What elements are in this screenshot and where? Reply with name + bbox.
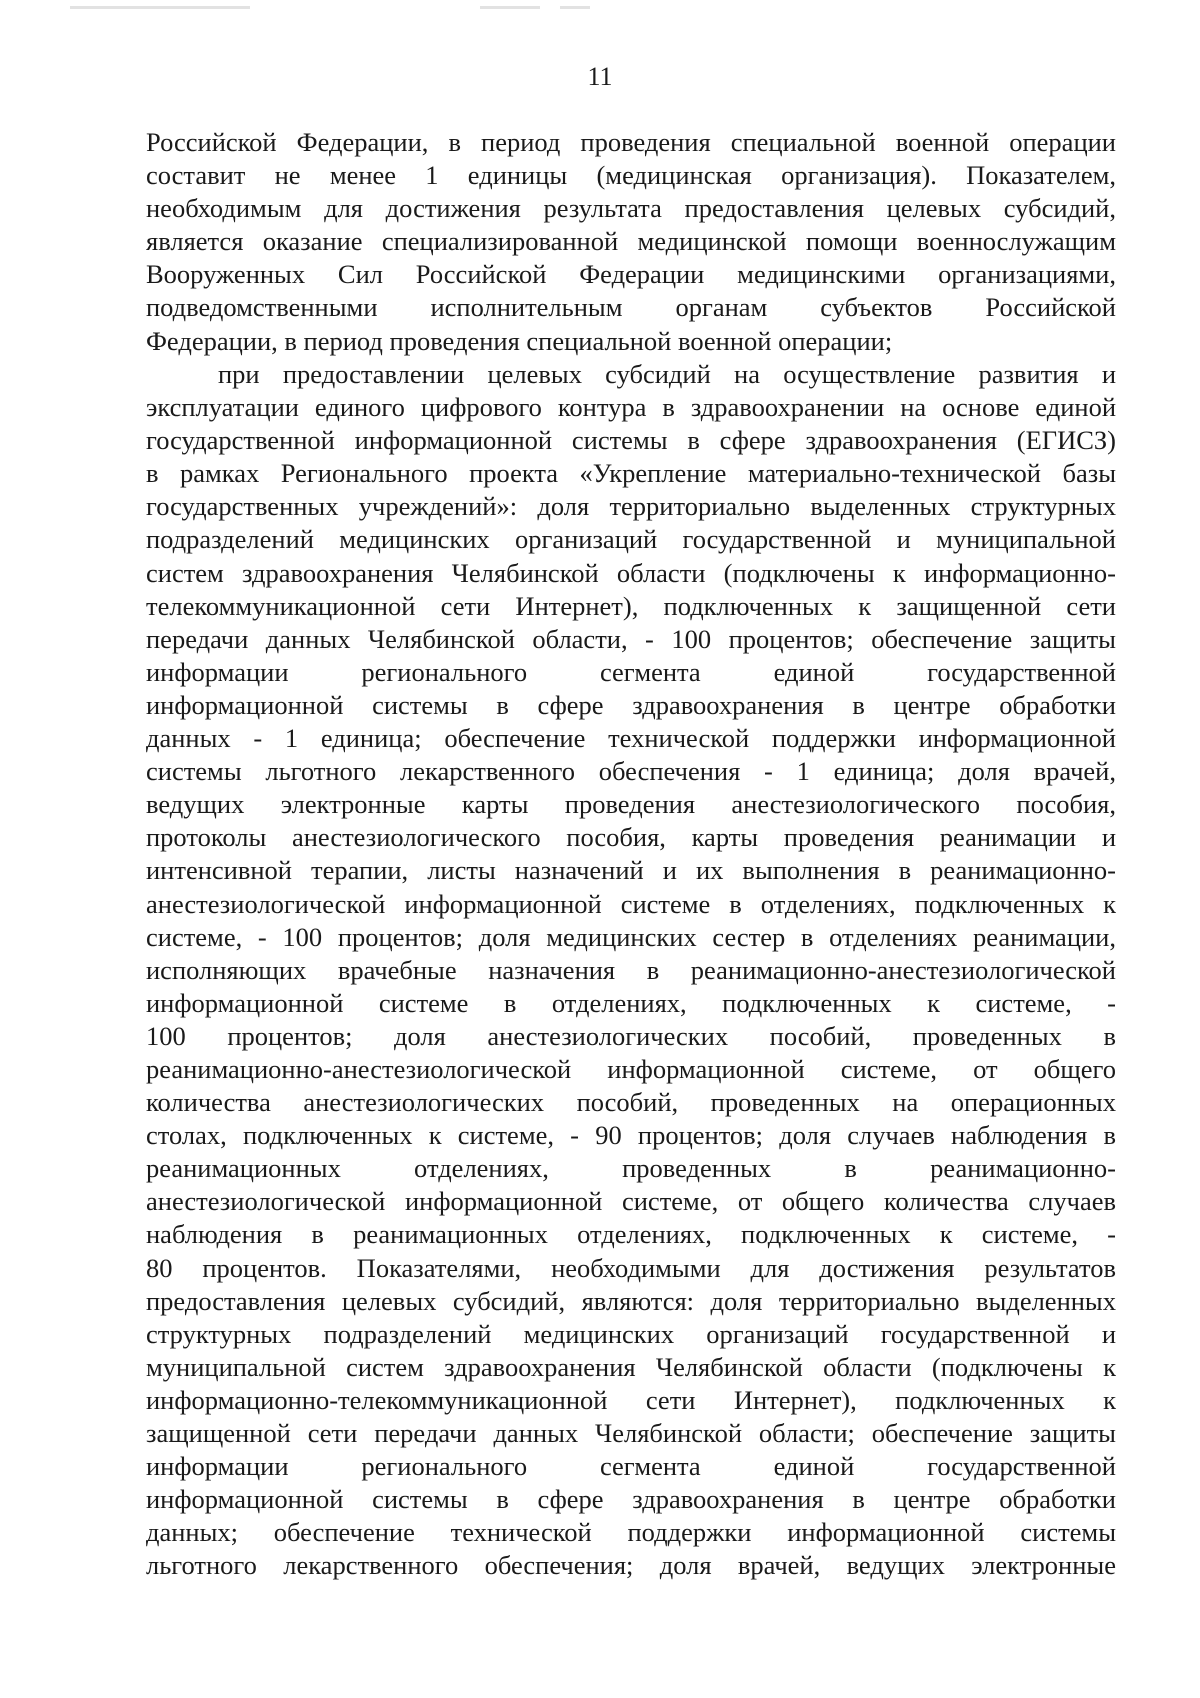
- text-line: ведущих электронные карты проведения анестезиологического пособия,: [146, 789, 1116, 820]
- text-line: исполняющих врачебные назначения в реанимационно-анестезиологической: [146, 954, 1116, 985]
- text-line: данных; обеспечение технической поддержки информационной системы: [146, 1517, 1116, 1548]
- text-line: государственной информационной системы в сфере здравоохранения (ЕГИСЗ): [146, 425, 1116, 456]
- text-line: является оказание специализированной медицинской помощи военнослужащим: [146, 226, 1116, 257]
- text-line: 80 процентов. Показателями, необходимыми для достижения результатов: [146, 1252, 1116, 1283]
- text-line: структурных подразделений медицинских организаций государственной и: [146, 1318, 1116, 1349]
- text-line: реанимационно-анестезиологической информационной системе, от общего: [146, 1053, 1116, 1084]
- text-line: льготного лекарственного обеспечения; доля врачей, ведущих электронные: [146, 1550, 1116, 1581]
- text-line: системы льготного лекарственного обеспечения - 1 единица; доля врачей,: [146, 756, 1116, 787]
- text-line: протоколы анестезиологического пособия, карты проведения реанимации и: [146, 822, 1116, 853]
- text-line: системе, - 100 процентов; доля медицинских сестер в отделениях реанимации,: [146, 921, 1116, 952]
- text-line: 100 процентов; доля анестезиологических пособий, проведенных в: [146, 1020, 1116, 1051]
- text-line: систем здравоохранения Челябинской области (подключены к информационно-: [146, 557, 1116, 588]
- text-line: государственных учреждений»: доля территориально выделенных структурных: [146, 491, 1116, 522]
- text-line: данных - 1 единица; обеспечение технической поддержки информационной: [146, 723, 1116, 754]
- scan-artifact: [70, 6, 250, 9]
- scan-artifact: [480, 6, 540, 9]
- text-line: защищенной сети передачи данных Челябинской области; обеспечение защиты: [146, 1418, 1116, 1448]
- text-line: Российской Федерации, в период проведения специальной военной операции: [146, 127, 1116, 157]
- text-line: информации регионального сегмента единой государственной: [146, 1451, 1116, 1482]
- text-line: Федерации, в период проведения специальной военной операции;: [146, 325, 893, 356]
- text-line: эксплуатации единого цифрового контура в здравоохранении на основе единой: [146, 392, 1116, 423]
- text-line: информационно-телекоммуникационной сети Интернет), подключенных к: [146, 1384, 1116, 1415]
- text-line: при предоставлении целевых субсидий на осуществление развития и: [218, 359, 1116, 389]
- text-line: интенсивной терапии, листы назначений и их выполнения в реанимационно-: [146, 855, 1116, 886]
- text-line: анестезиологической информационной системе, от общего количества случаев: [146, 1186, 1116, 1217]
- paragraph-1: [146, 126, 1116, 358]
- text-line: муниципальной систем здравоохранения Челябинской области (подключены к: [146, 1351, 1116, 1382]
- text-line: Вооруженных Сил Российской Федерации медицинскими организациями,: [146, 259, 1116, 290]
- paragraph-2: [146, 358, 1116, 1582]
- text-line: необходимым для достижения результата предоставления целевых субсидий,: [146, 193, 1116, 224]
- text-line: предоставления целевых субсидий, являются: доля территориально выделенных: [146, 1285, 1116, 1316]
- text-line: информации регионального сегмента единой государственной: [146, 656, 1116, 687]
- text-line: подведомственными исполнительным органам субъектов Российской: [146, 292, 1116, 323]
- text-line: передачи данных Челябинской области, - 100 процентов; обеспечение защиты: [146, 623, 1116, 654]
- text-line: реанимационных отделениях, проведенных в реанимационно-: [146, 1153, 1116, 1184]
- text-line: информационной системы в сфере здравоохранения в центре обработки: [146, 689, 1116, 720]
- text-line: телекоммуникационной сети Интернет), подключенных к защищенной сети: [146, 590, 1116, 621]
- text-line: анестезиологической информационной системе в отделениях, подключенных к: [146, 888, 1116, 919]
- text-line: в рамках Регионального проекта «Укрепление материально-технической базы: [146, 458, 1116, 489]
- text-line: информационной системе в отделениях, подключенных к системе, -: [146, 987, 1116, 1018]
- text-line: столах, подключенных к системе, - 90 процентов; доля случаев наблюдения в: [146, 1120, 1116, 1151]
- page-number: 11: [587, 62, 613, 91]
- scan-artifact: [560, 6, 590, 9]
- text-line: наблюдения в реанимационных отделениях, подключенных к системе, -: [146, 1219, 1116, 1250]
- text-line: составит не менее 1 единицы (медицинская организация). Показателем,: [146, 160, 1116, 191]
- text-line: информационной системы в сфере здравоохранения в центре обработки: [146, 1484, 1116, 1515]
- text-line: подразделений медицинских организаций государственной и муниципальной: [146, 524, 1116, 555]
- text-line: количества анестезиологических пособий, проведенных на операционных: [146, 1087, 1116, 1118]
